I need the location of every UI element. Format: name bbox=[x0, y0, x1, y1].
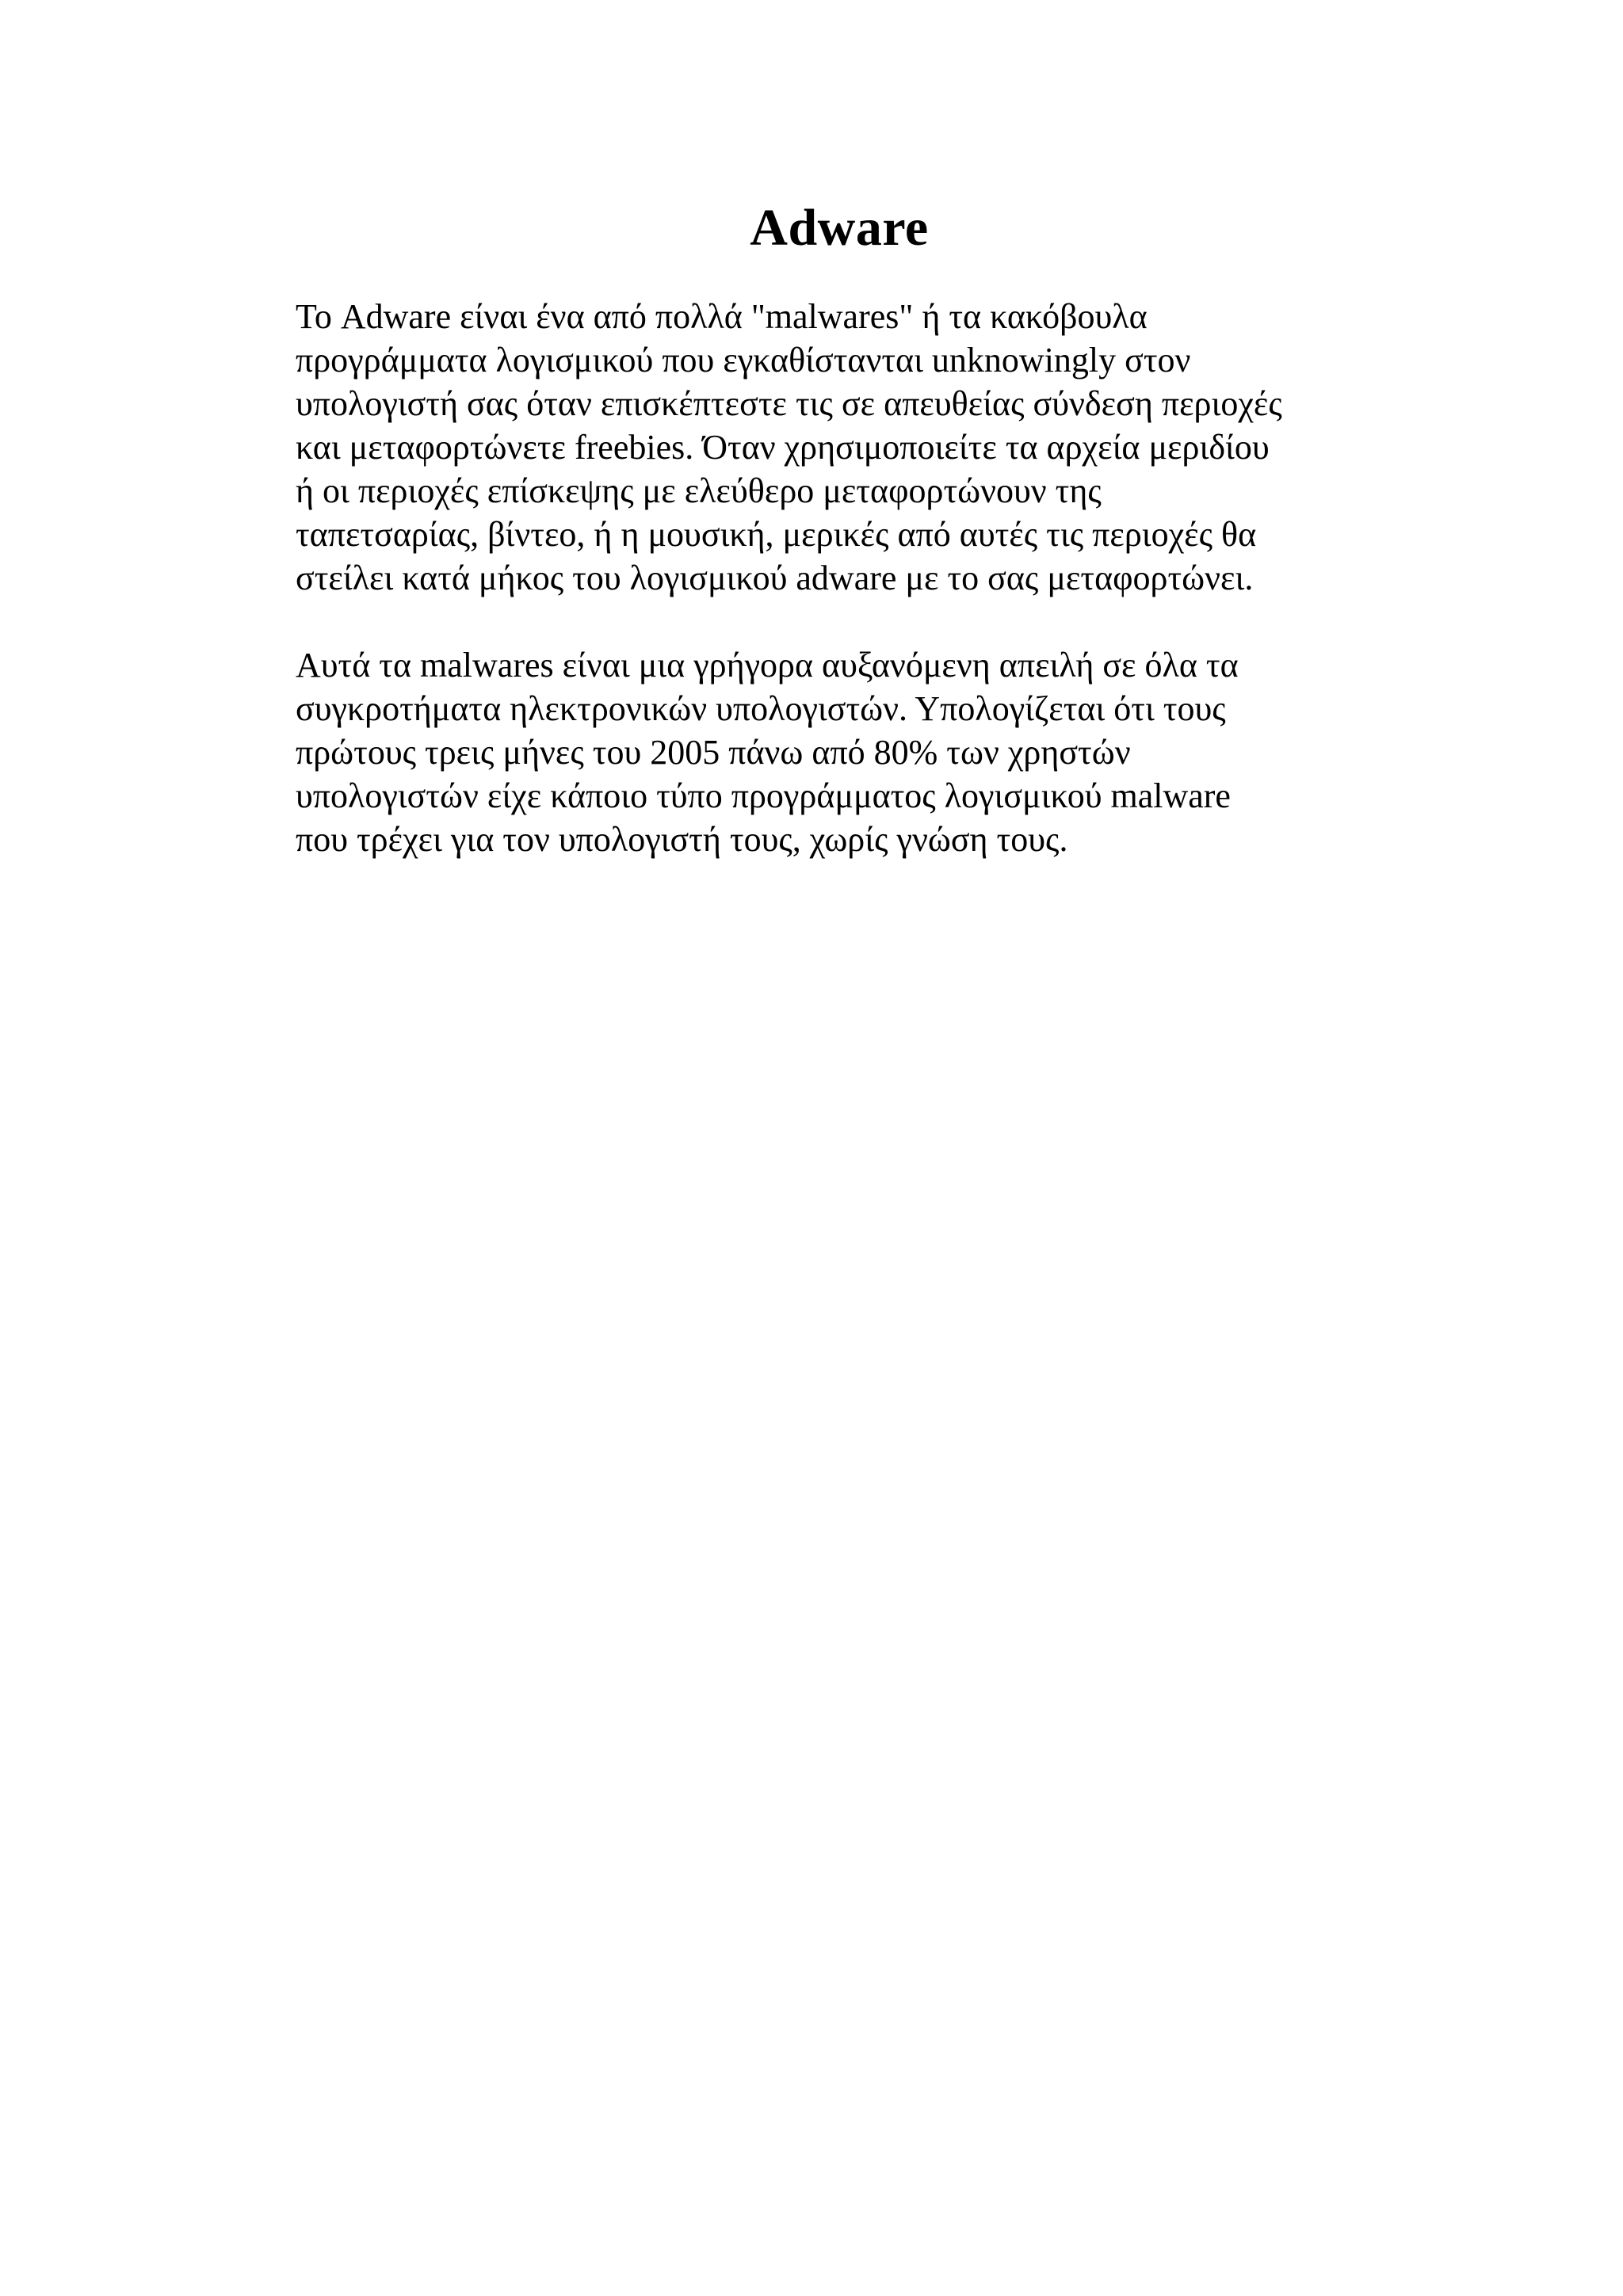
paragraph-1 bbox=[296, 295, 1405, 600]
paragraph-line: ή οι περιοχές επίσκεψης με ελεύθερο μεταφορτώνουν της bbox=[296, 471, 1102, 510]
paragraph-2 bbox=[296, 643, 1405, 861]
document-body bbox=[296, 295, 1405, 861]
paragraph-line: Το Adware είναι ένα από πολλά "malwares" ή τα κακόβουλα bbox=[296, 297, 1148, 336]
paragraph-line: που τρέχει για τον υπολογιστή τους, χωρίς γνώση τους. bbox=[296, 820, 1068, 859]
paragraph-line: στείλει κατά μήκος του λογισμικού adware με το σας μεταφορτώνει. bbox=[296, 559, 1254, 597]
paragraph-line: υπολογιστή σας όταν επισκέπτεστε τις σε απευθείας σύνδεση περιοχές bbox=[296, 384, 1282, 423]
paragraph-line: πρώτους τρεις μήνες του 2005 πάνω από 80% των χρηστών bbox=[296, 733, 1131, 772]
paragraph-line: Αυτά τα malwares είναι μια γρήγορα αυξανόμενη απειλή σε όλα τα bbox=[296, 646, 1239, 685]
paragraph-line: υπολογιστών είχε κάποιο τύπο προγράμματος λογισμικού malware bbox=[296, 776, 1231, 815]
paragraph-line: ταπετσαρίας, βίντεο, ή η μουσική, μερικές από αυτές τις περιοχές θα bbox=[296, 515, 1257, 554]
paragraph-line: συγκροτήματα ηλεκτρονικών υπολογιστών. Υπολογίζεται ότι τους bbox=[296, 689, 1226, 728]
paragraph-line: προγράμματα λογισμικού που εγκαθίστανται unknowingly στον bbox=[296, 341, 1191, 379]
paragraph-line: και μεταφορτώνετε freebies. Όταν χρησιμοποιείτε τα αρχεία μεριδίου bbox=[296, 428, 1270, 467]
document-title: Adware bbox=[750, 199, 929, 257]
